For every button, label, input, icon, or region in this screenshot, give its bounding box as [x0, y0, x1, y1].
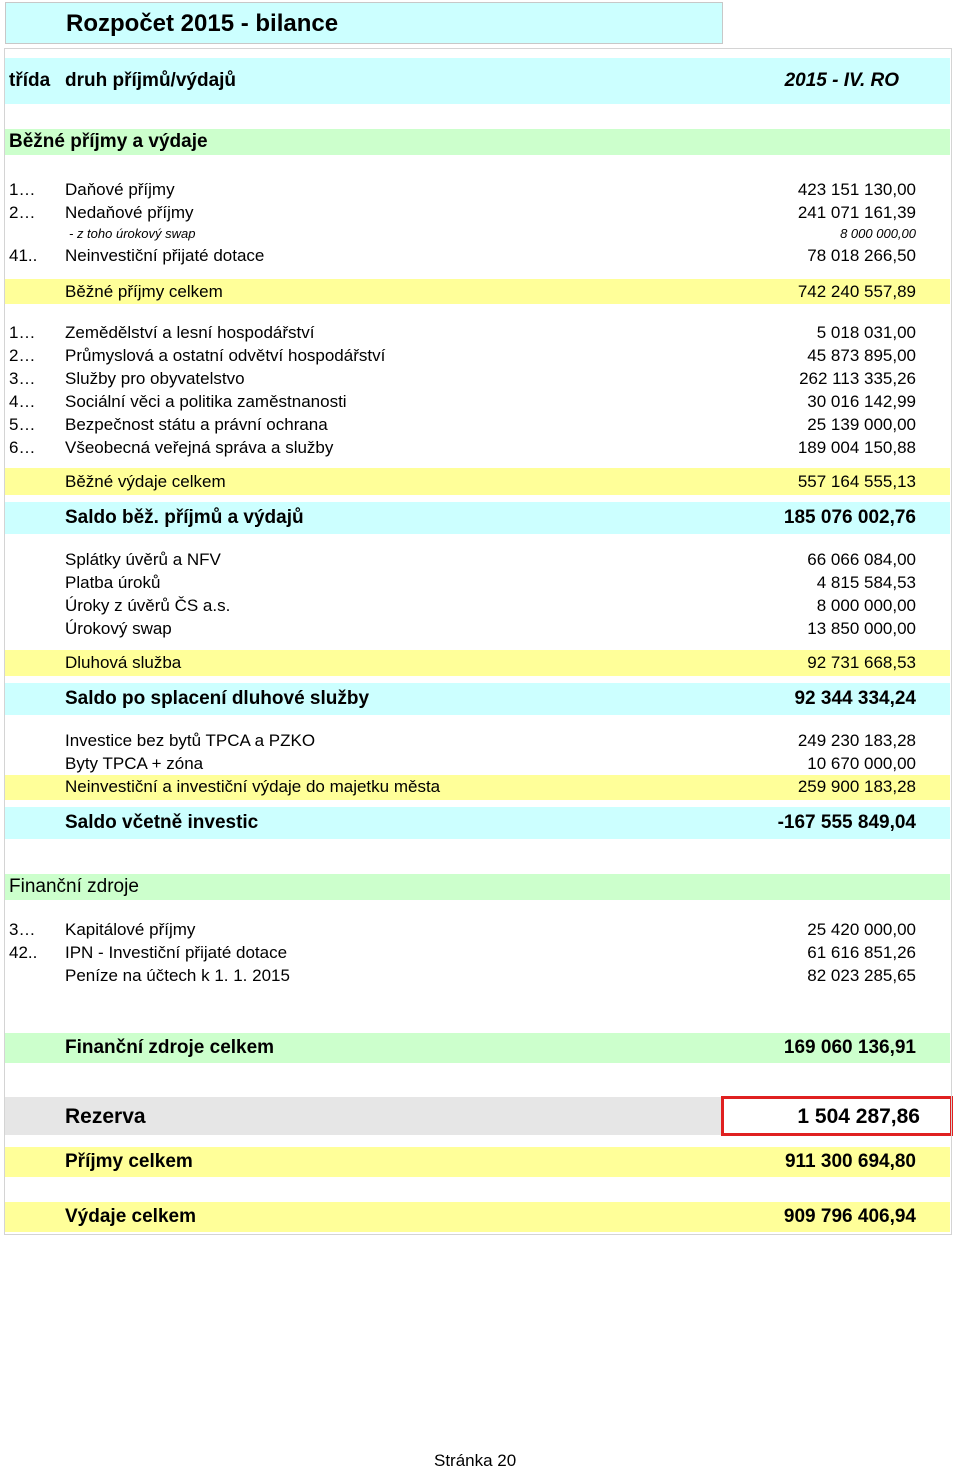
row-value: 249 230 183,28 [797, 731, 916, 750]
row-value: 911 300 694,80 [784, 1151, 916, 1172]
row-label: Neinvestiční a investiční výdaje do majetku města [65, 777, 441, 796]
row-label: Nedaňové příjmy [65, 203, 194, 222]
list-item [0, 438, 960, 460]
summary-expense-row [5, 1202, 950, 1232]
row-value: -167 555 849,04 [777, 812, 916, 833]
list-item [0, 246, 960, 268]
list-item [0, 369, 960, 391]
row-label: Kapitálové příjmy [65, 920, 196, 939]
row-class: 2… [9, 203, 36, 222]
row-label: Zemědělství a lesní hospodářství [65, 323, 315, 342]
row-class: 5… [9, 415, 36, 434]
income-total-row [5, 279, 950, 304]
header-description: druh příjmů/výdajů [65, 70, 237, 91]
row-label: Dluhová služba [65, 653, 182, 672]
row-class: 4… [9, 392, 36, 411]
list-item [0, 754, 960, 776]
list-item [0, 203, 960, 225]
header-value: 2015 - IV. RO [784, 70, 899, 91]
list-item [0, 415, 960, 437]
row-value: 4 815 584,53 [816, 573, 916, 592]
row-value: 909 796 406,94 [783, 1206, 916, 1227]
row-value: 66 066 084,00 [807, 550, 916, 569]
row-label: Úrokový swap [65, 619, 172, 638]
row-label: Výdaje celkem [65, 1206, 196, 1227]
row-label: Služby pro obyvatelstvo [65, 369, 245, 388]
row-value: 25 139 000,00 [807, 415, 916, 434]
list-item [0, 573, 960, 595]
row-value: 262 113 335,26 [799, 369, 916, 388]
row-value: 61 616 851,26 [807, 943, 916, 962]
row-class: 6… [9, 438, 36, 457]
row-label: Bezpečnost státu a právní ochrana [65, 415, 328, 434]
row-value: 92 731 668,53 [807, 653, 916, 672]
section-funding [5, 874, 950, 900]
row-value: 185 076 002,76 [783, 507, 916, 528]
list-item [0, 346, 960, 368]
list-item [0, 392, 960, 414]
table-header [5, 58, 950, 104]
row-label: IPN - Investiční přijaté dotace [65, 943, 288, 962]
row-value: 169 060 136,91 [783, 1037, 916, 1058]
row-label: Investice bez bytů TPCA a PZKO [65, 731, 316, 750]
row-value: 92 344 334,24 [794, 688, 916, 709]
row-label: Běžné příjmy celkem [65, 282, 223, 301]
row-label: Rezerva [65, 1105, 146, 1128]
row-class: 1… [9, 180, 36, 199]
row-value: 82 023 285,65 [807, 966, 916, 985]
row-label: Všeobecná veřejná správa a služby [65, 438, 334, 457]
row-label: Peníze na účtech k 1. 1. 2015 [65, 966, 290, 985]
row-value: 241 071 161,39 [797, 203, 916, 222]
debt-total-row [5, 650, 950, 676]
row-value: 557 164 555,13 [797, 472, 916, 491]
row-class: 2… [9, 346, 36, 365]
row-value: 423 151 130,00 [797, 180, 916, 199]
header-class: třída [9, 70, 51, 91]
list-item [0, 966, 960, 988]
row-label: Splátky úvěrů a NFV [65, 550, 221, 569]
title-bar [5, 2, 723, 44]
row-value: 13 850 000,00 [807, 619, 916, 638]
investment-balance-row [5, 807, 950, 839]
expense-total-row [5, 468, 950, 495]
row-value: 259 900 183,28 [797, 777, 916, 796]
row-label: - z toho úrokový swap [69, 226, 196, 241]
row-label: Daňové příjmy [65, 180, 175, 199]
row-label: Platba úroků [65, 573, 161, 592]
row-label: Průmyslová a ostatní odvětví hospodářství [65, 346, 386, 365]
row-value: 78 018 266,50 [807, 246, 916, 265]
current-balance-row [5, 502, 950, 534]
row-label: Byty TPCA + zóna [65, 754, 204, 773]
section-current [5, 129, 950, 155]
list-item [0, 323, 960, 345]
row-label: Běžné výdaje celkem [65, 472, 226, 491]
row-value: 5 018 031,00 [816, 323, 916, 342]
list-item [0, 731, 960, 753]
page-title: Rozpočet 2015 - bilance [66, 10, 339, 37]
debt-balance-row [5, 683, 950, 715]
funding-total-row [5, 1033, 950, 1063]
page-number: Stránka 20 [434, 1451, 517, 1470]
row-value: 189 004 150,88 [797, 438, 916, 457]
list-item [0, 943, 960, 965]
row-value: 8 000 000,00 [816, 596, 916, 615]
row-label: Saldo běž. příjmů a výdajů [65, 507, 304, 528]
row-value: 45 873 895,00 [807, 346, 916, 365]
row-value: 1 504 287,86 [797, 1105, 920, 1128]
row-value: 25 420 000,00 [807, 920, 916, 939]
row-label: Saldo včetně investic [65, 812, 259, 833]
row-class: 3… [9, 369, 36, 388]
row-label: Finanční zdroje celkem [65, 1037, 275, 1058]
row-label: Sociální věci a politika zaměstnanosti [65, 392, 347, 411]
row-value: 10 670 000,00 [807, 754, 916, 773]
investment-total-row [5, 775, 950, 800]
section-title: Běžné příjmy a výdaje [9, 131, 208, 152]
list-item [0, 619, 960, 641]
list-item [0, 226, 960, 244]
row-label: Příjmy celkem [65, 1151, 193, 1172]
row-label: Neinvestiční přijaté dotace [65, 246, 265, 265]
row-value: 30 016 142,99 [807, 392, 916, 411]
summary-income-row [5, 1147, 950, 1177]
row-label: Saldo po splacení dluhové služby [65, 688, 370, 709]
row-class: 41.. [9, 246, 38, 265]
row-value: 8 000 000,00 [840, 226, 916, 241]
reserve-value-box [721, 1096, 953, 1136]
section-title: Finanční zdroje [9, 876, 139, 897]
list-item [0, 180, 960, 202]
list-item [0, 596, 960, 618]
list-item [0, 920, 960, 942]
row-class: 3… [9, 920, 36, 939]
list-item [0, 550, 960, 572]
row-class: 42.. [9, 943, 38, 962]
row-value: 742 240 557,89 [797, 282, 916, 301]
row-class: 1… [9, 323, 36, 342]
row-label: Úroky z úvěrů ČS a.s. [65, 596, 231, 615]
